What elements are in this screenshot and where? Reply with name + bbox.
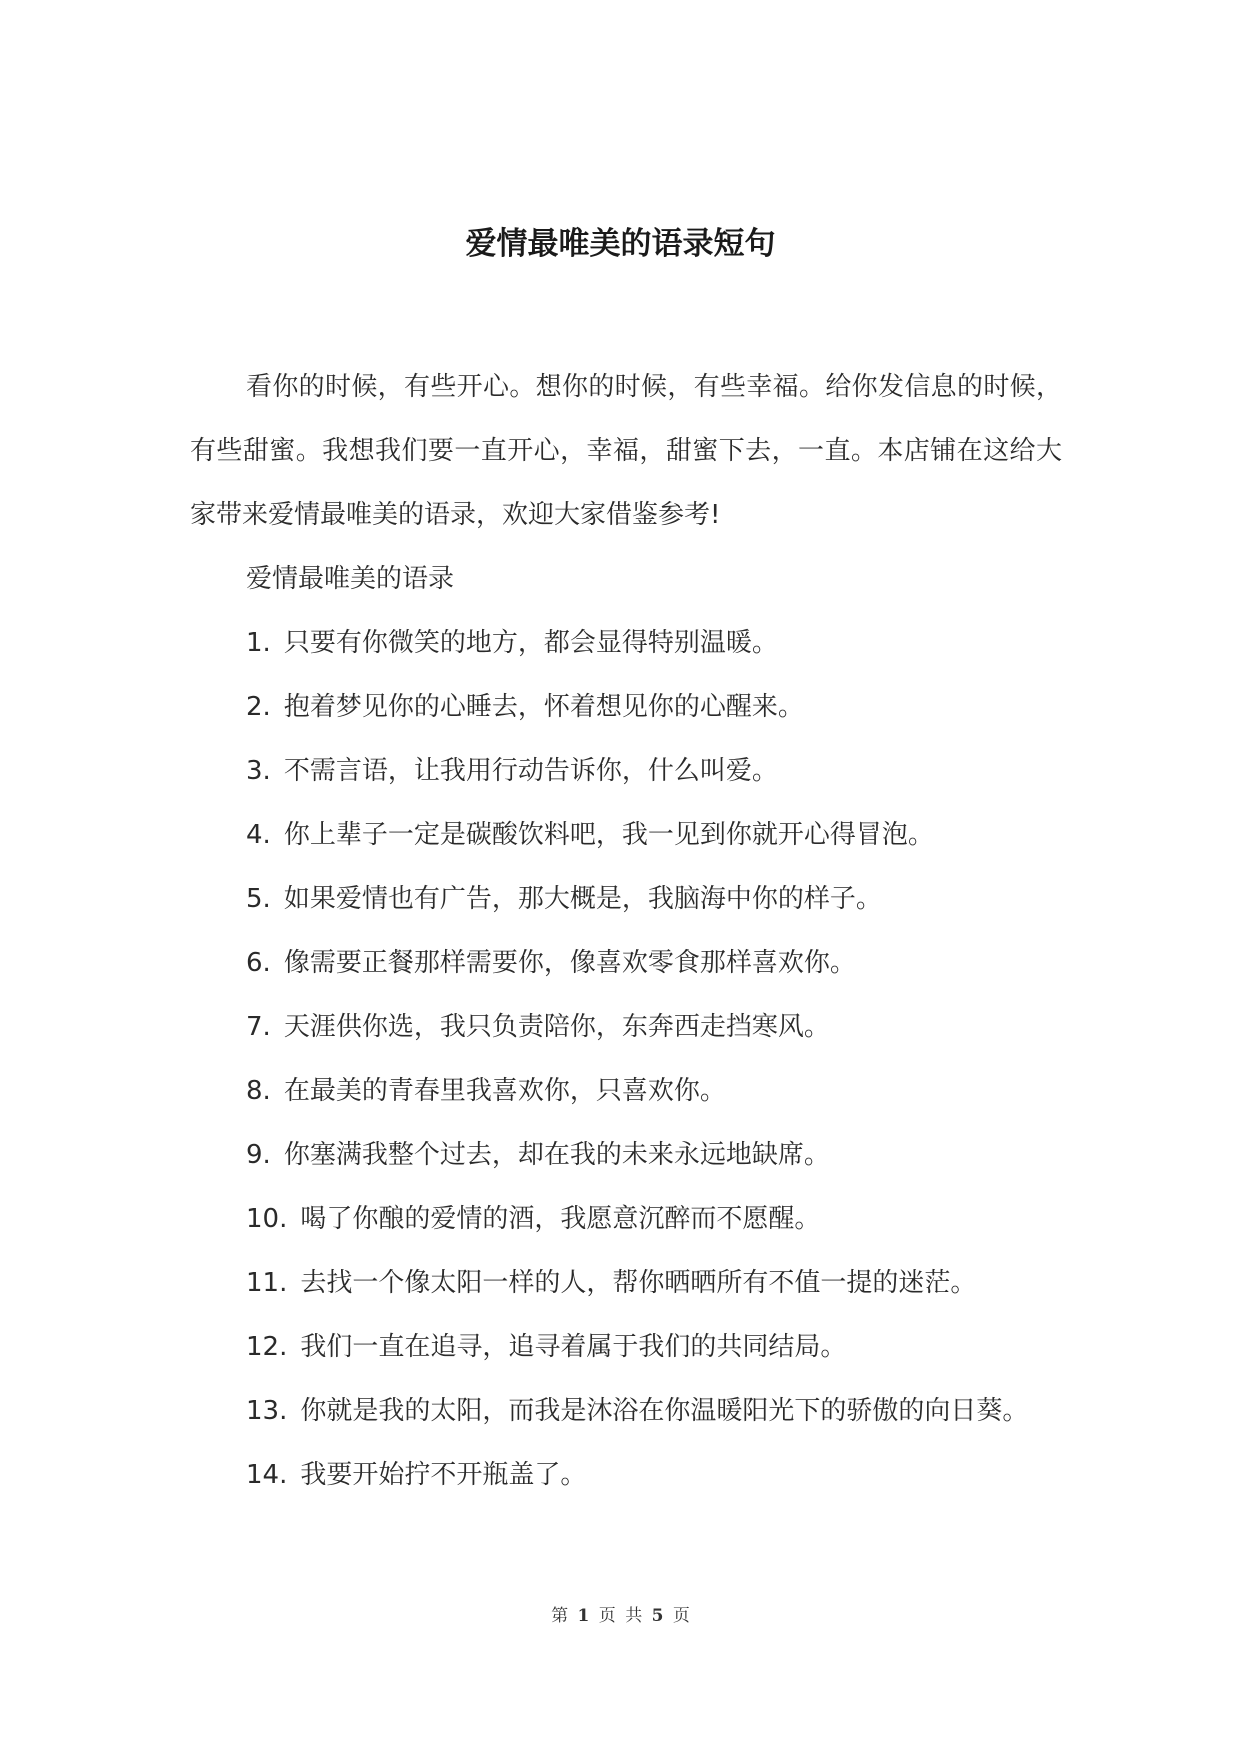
list-item [190, 1251, 1062, 1315]
list-item [190, 1059, 1062, 1123]
list-item-text: 抱着梦见你的心睡去，怀着想见你的心醒来。 [283, 692, 804, 722]
total-pages-number: 5 [651, 1606, 664, 1626]
section-heading: 爱情最唯美的语录 [246, 564, 455, 594]
list-item-text: 不需言语，让我用行动告诉你，什么叫爱。 [283, 756, 778, 786]
list-item-text: 我要开始拧不开瓶盖了。 [300, 1460, 587, 1490]
list-item [190, 1379, 1062, 1443]
list-item-number: 1. [246, 628, 271, 658]
list-item [190, 1187, 1062, 1251]
list-item-number: 5. [246, 884, 271, 914]
intro-paragraph: 看你的时候，有些开心。想你的时候，有些幸福。给你发信息的时候，有些甜蜜。我想我们要一直开心，幸福，甜蜜下去，一直。本店铺在这给大家带来爱情最唯美的语录，欢迎大家借鉴参考! [190, 372, 1062, 530]
list-item-number: 4. [246, 820, 271, 850]
list-item [190, 739, 1062, 803]
list-item-text: 去找一个像太阳一样的人，帮你晒晒所有不值一提的迷茫。 [300, 1268, 977, 1298]
list-item [190, 675, 1062, 739]
list-item [190, 995, 1062, 1059]
list-item-number: 2. [246, 692, 271, 722]
list-item-number: 13. [246, 1396, 288, 1426]
current-page-number: 1 [577, 1606, 590, 1626]
list-item-text: 像需要正餐那样需要你，像喜欢零食那样喜欢你。 [283, 948, 856, 978]
list-item [190, 1315, 1062, 1379]
list-item-text: 天涯供你选，我只负责陪你，东奔西走挡寒风。 [283, 1012, 830, 1042]
document-body [190, 355, 1062, 1507]
list-item-number: 8. [246, 1076, 271, 1106]
list-item-text: 喝了你酿的爱情的酒，我愿意沉醉而不愿醒。 [300, 1204, 821, 1234]
list-item-number: 10. [246, 1204, 288, 1234]
list-item-text: 在最美的青春里我喜欢你，只喜欢你。 [283, 1076, 726, 1106]
list-item-number: 3. [246, 756, 271, 786]
footer-total-word: 共 [625, 1606, 643, 1626]
list-item-number: 11. [246, 1268, 288, 1298]
list-item-number: 14. [246, 1460, 288, 1490]
list-item-text: 你就是我的太阳，而我是沐浴在你温暖阳光下的骄傲的向日葵。 [300, 1396, 1029, 1426]
list-item [190, 1443, 1062, 1507]
list-item-number: 12. [246, 1332, 288, 1362]
list-item [190, 1123, 1062, 1187]
list-item [190, 931, 1062, 995]
list-item-number: 9. [246, 1140, 271, 1170]
list-item-text: 我们一直在追寻，追寻着属于我们的共同结局。 [300, 1332, 847, 1362]
list-item-number: 7. [246, 1012, 271, 1042]
list-item-number: 6. [246, 948, 271, 978]
list-item [190, 867, 1062, 931]
document-title: 爱情最唯美的语录短句 [465, 226, 776, 262]
page-footer [0, 1604, 1241, 1628]
footer-page-word: 页 [598, 1606, 616, 1626]
list-item [190, 611, 1062, 675]
list-item-text: 只要有你微笑的地方，都会显得特别温暖。 [283, 628, 778, 658]
list-item-text: 如果爱情也有广告，那大概是，我脑海中你的样子。 [283, 884, 882, 914]
footer-prefix: 第 [551, 1606, 569, 1626]
list-item-text: 你上辈子一定是碳酸饮料吧，我一见到你就开心得冒泡。 [283, 820, 934, 850]
list-item-text: 你塞满我整个过去，却在我的未来永远地缺席。 [283, 1140, 830, 1170]
list-item [190, 803, 1062, 867]
footer-suffix: 页 [672, 1606, 690, 1626]
